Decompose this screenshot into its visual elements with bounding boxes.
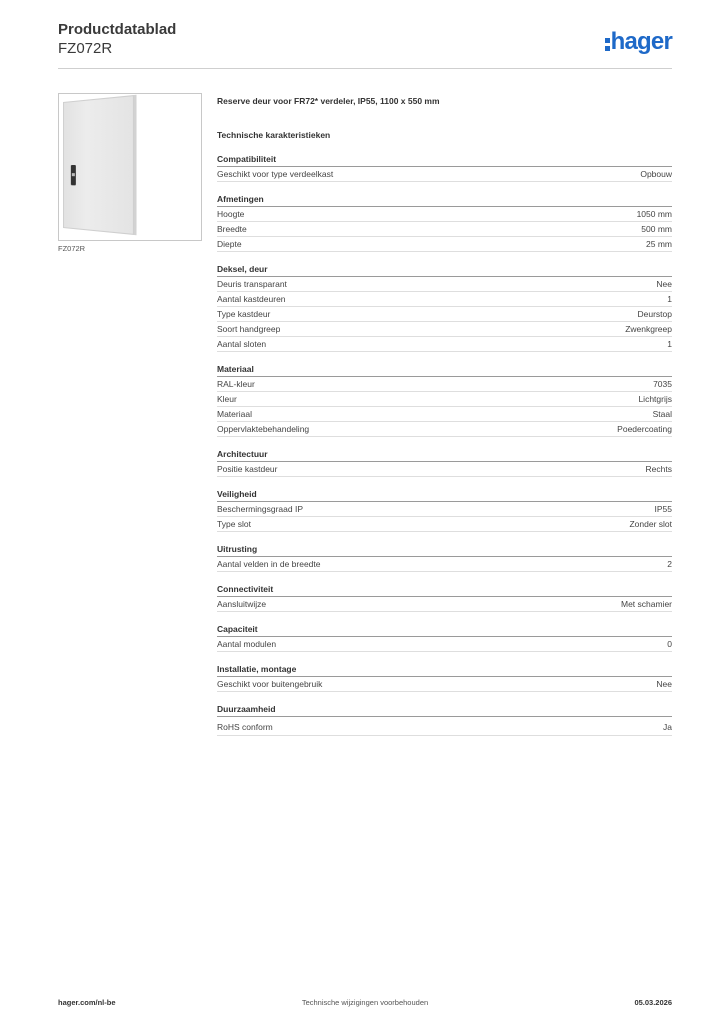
spec-label: Geschikt voor type verdeelkast: [217, 169, 334, 179]
spec-section: [217, 193, 672, 252]
product-specifications: [217, 96, 672, 747]
spec-row: [217, 207, 672, 222]
spec-label: RoHS conform: [217, 722, 273, 732]
product-description: Reserve deur voor FR72* verdeler, IP55, 1100 x 550 mm: [217, 96, 440, 106]
footer-website: hager.com/nl-be: [58, 998, 116, 1007]
spec-section-title: Connectiviteit: [217, 583, 672, 597]
spec-row: [217, 597, 672, 612]
spec-label: Materiaal: [217, 409, 252, 419]
spec-value: Ja: [663, 722, 672, 732]
spec-section: [217, 543, 672, 572]
spec-section: [217, 448, 672, 477]
spec-row: [217, 237, 672, 252]
spec-section-title: Afmetingen: [217, 193, 672, 207]
spec-label: Type kastdeur: [217, 309, 271, 319]
spec-row: [217, 377, 672, 392]
spec-value: 25 mm: [646, 239, 672, 249]
spec-value: Nee: [656, 679, 672, 689]
spec-label: Deuris transparant: [217, 279, 287, 289]
spec-row: [217, 307, 672, 322]
spec-label: RAL-kleur: [217, 379, 255, 389]
spec-value: Deurstop: [637, 309, 672, 319]
spec-label: Hoogte: [217, 209, 245, 219]
spec-row: [217, 557, 672, 572]
door-handle-icon: [71, 165, 76, 185]
spec-row: [217, 517, 672, 532]
spec-value: Nee: [656, 279, 672, 289]
spec-row: [217, 337, 672, 352]
spec-section-title: Deksel, deur: [217, 263, 672, 277]
spec-section-title: Materiaal: [217, 363, 672, 377]
spec-value: Zwenkgreep: [625, 324, 672, 334]
spec-label: Geschikt voor buitengebruik: [217, 679, 323, 689]
spec-sections: [217, 153, 672, 736]
spec-value: Staal: [652, 409, 672, 419]
spec-label: Beschermingsgraad IP: [217, 504, 303, 514]
spec-label: Type slot: [217, 519, 252, 529]
footer-date: 05.03.2026: [634, 998, 672, 1007]
door-illustration: [63, 95, 134, 235]
spec-value: Lichtgrijs: [638, 394, 672, 404]
spec-section-title: Architectuur: [217, 448, 672, 462]
spec-label: Diepte: [217, 239, 242, 249]
spec-row: [217, 407, 672, 422]
spec-section-title: Capaciteit: [217, 623, 672, 637]
spec-section-title: Compatibiliteit: [217, 153, 672, 167]
spec-value: Poedercoating: [617, 424, 672, 434]
spec-value: 2: [667, 559, 672, 569]
spec-value: 1050 mm: [636, 209, 672, 219]
spec-label: Positie kastdeur: [217, 464, 278, 474]
hager-logo: [605, 29, 672, 55]
spec-label: Breedte: [217, 224, 247, 234]
spec-row: [217, 462, 672, 477]
spec-label: Aansluitwijze: [217, 599, 267, 609]
spec-section: [217, 263, 672, 352]
footer-notice: Technische wijzigingen voorbehouden: [301, 998, 429, 1007]
spec-row: [217, 422, 672, 437]
product-code: FZ072R: [58, 40, 113, 57]
page-header: [58, 21, 672, 69]
page-footer: [58, 998, 672, 1010]
spec-label: Soort handgreep: [217, 324, 281, 334]
spec-row: [217, 167, 672, 182]
spec-label: Kleur: [217, 394, 237, 404]
spec-section: [217, 623, 672, 652]
spec-section-title: Duurzaamheid: [217, 703, 672, 717]
spec-section: [217, 583, 672, 612]
header-divider: [58, 68, 672, 69]
spec-section-title: Installatie, montage: [217, 663, 672, 677]
spec-row: [217, 222, 672, 237]
spec-label: Oppervlaktebehandeling: [217, 424, 310, 434]
spec-row: [217, 322, 672, 337]
spec-value: Rechts: [645, 464, 672, 474]
spec-section-title: Uitrusting: [217, 543, 672, 557]
spec-row: [217, 637, 672, 652]
spec-value: Met schamier: [620, 599, 672, 609]
product-image: [58, 93, 202, 241]
spec-value: 500 mm: [641, 224, 672, 234]
logo-colon-icon: [605, 33, 610, 51]
spec-row: [217, 677, 672, 692]
spec-value: 1: [667, 294, 672, 304]
spec-row: [217, 277, 672, 292]
logo-text: hager: [610, 28, 672, 55]
spec-value: Zonder slot: [629, 519, 672, 529]
spec-section: [217, 363, 672, 437]
spec-label: Aantal sloten: [217, 339, 267, 349]
spec-value: IP55: [654, 504, 672, 514]
spec-value: 7035: [653, 379, 672, 389]
tech-characteristics-heading: Technische karakteristieken: [217, 130, 331, 140]
product-image-caption: FZ072R: [58, 244, 86, 253]
spec-section: [217, 703, 672, 736]
spec-value: 0: [667, 639, 672, 649]
spec-section: [217, 488, 672, 532]
document-title: Productdatablad: [58, 21, 177, 38]
spec-value: 1: [667, 339, 672, 349]
spec-section-title: Veiligheid: [217, 488, 672, 502]
spec-section: [217, 153, 672, 182]
spec-value: Opbouw: [640, 169, 672, 179]
spec-section: [217, 663, 672, 692]
spec-label: Aantal modulen: [217, 639, 277, 649]
spec-label: Aantal velden in de breedte: [217, 559, 321, 569]
spec-row: [217, 502, 672, 517]
spec-label: Aantal kastdeuren: [217, 294, 286, 304]
spec-row: [217, 292, 672, 307]
spec-row: [217, 719, 672, 736]
spec-row: [217, 392, 672, 407]
